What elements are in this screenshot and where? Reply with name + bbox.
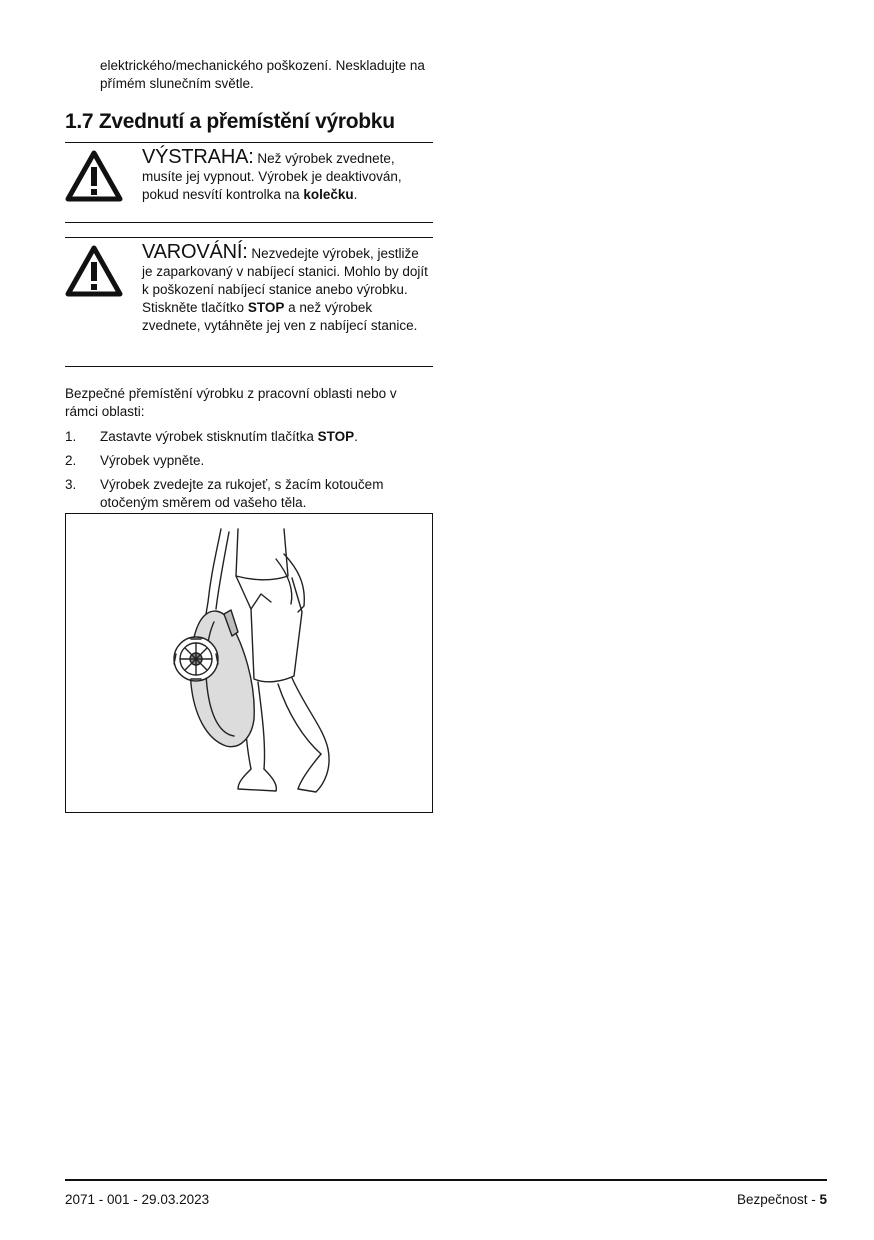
caution-tail: a než výrobek zvednete, vytáhněte jej ven z nabíjecí stanice. [142, 300, 418, 333]
caution-bold-word: STOP [247, 300, 285, 315]
divider [65, 237, 433, 238]
step-number: 2. [65, 453, 77, 468]
caution-notice [65, 241, 433, 361]
warning-text [142, 148, 432, 204]
step-number: 1. [65, 429, 77, 444]
page-number: 5 [819, 1192, 827, 1207]
section-heading [65, 110, 395, 134]
divider [65, 222, 433, 223]
footer-section-name: Bezpečnost - [736, 1192, 820, 1207]
warning-triangle-icon [65, 245, 123, 297]
list-item [65, 452, 433, 470]
footer-page-label [737, 1192, 827, 1207]
step-number: 3. [65, 477, 77, 492]
list-item [65, 476, 433, 512]
list-item [65, 428, 433, 446]
steps-list [65, 428, 433, 518]
step-text: Výrobek zvedejte za rukojeť, s žacím kotoučem otočeným směrem od vašeho těla. [100, 477, 384, 510]
divider [65, 142, 433, 143]
intro-paragraph: elektrického/mechanického poškození. Neskladujte na přímém slunečním světle. [100, 58, 425, 91]
warning-keyword: VÝSTRAHA: [142, 146, 254, 168]
warning-notice [65, 146, 433, 218]
carrying-mower-illustration [66, 514, 432, 812]
warning-body: Než výrobek zvednete, musíte jej vypnout. Výrobek je deaktivován, pokud nesvítí kontrolka na [142, 151, 402, 202]
step-text: Zastavte výrobek stisknutím tlačítka [100, 429, 318, 444]
footer-divider [65, 1179, 827, 1181]
section-title: Zvednutí a přemístění výrobku [98, 110, 395, 133]
step-text: Výrobek vypněte. [100, 453, 205, 468]
caution-keyword: VAROVÁNÍ: [142, 241, 248, 263]
step-tail: . [354, 429, 358, 444]
warning-triangle-icon [65, 150, 123, 202]
section-number: 1.7 [65, 110, 94, 133]
illustration-frame [65, 513, 433, 813]
caution-body: Nezvedejte výrobek, jestliže je zaparkovaný v nabíjecí stanici. Mohlo by dojít k poškození nabíjecí stanice anebo výrobku. Stiskněte tlačítko [142, 246, 428, 315]
caution-text [142, 243, 432, 335]
lead-paragraph: Bezpečné přemístění výrobku z pracovní oblasti nebo v rámci oblasti: [65, 386, 397, 419]
footer-doc-id: 2071 - 001 - 29.03.2023 [65, 1192, 210, 1207]
warning-bold-word: kolečku [303, 187, 354, 202]
divider [65, 366, 433, 367]
step-bold: STOP [317, 429, 355, 444]
warning-tail: . [353, 187, 358, 202]
